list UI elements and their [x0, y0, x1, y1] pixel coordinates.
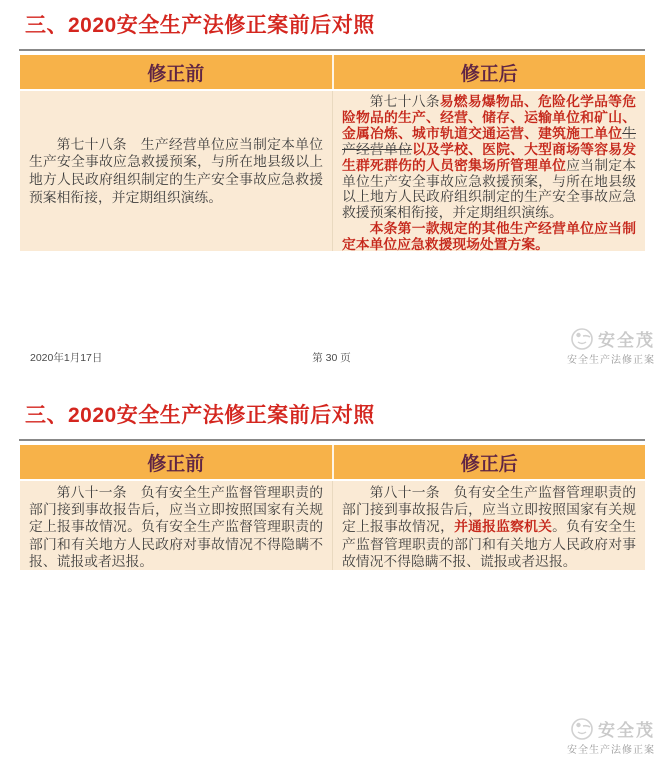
mascot-face-icon	[569, 717, 595, 741]
title-divider	[19, 439, 645, 441]
watermark-brand-name: 安全茂	[598, 721, 655, 740]
slide-2	[0, 390, 663, 780]
slide-title: 三、2020安全生产法修正案前后对照	[25, 14, 375, 37]
slide-date: 2020年1月17日	[30, 352, 103, 364]
header-cell-after: 修正后	[460, 453, 518, 475]
watermark-brand-name: 安全茂	[598, 331, 655, 350]
mascot-face-icon	[569, 327, 595, 351]
title-divider	[19, 49, 645, 51]
watermark-brand-subtitle: 安全生产法修正案	[567, 745, 655, 756]
cell-before-amendment: 第八十一条 负有安全生产监督管理职责的部门接到事故报告后，应当立即按照国家有关规定上报事故情况。负有安全生产监督管理职责的部门和有关地方人民政府对事故情况不得隐瞒不报、谎报或者迟报。	[20, 481, 333, 570]
watermark-brand-subtitle: 安全生产法修正案	[567, 355, 655, 366]
table-header-row	[20, 55, 645, 91]
slide-title: 三、2020安全生产法修正案前后对照	[25, 404, 375, 427]
cell-before-amendment: 第七十八条 生产经营单位应当制定本单位生产安全事故应急救援预案，与所在地县级以上地方人民政府组织制定的生产安全事故应急救援预案相衔接，并定期组织演练。	[20, 91, 333, 251]
comparison-table-2	[20, 445, 645, 570]
watermark	[525, 326, 655, 366]
header-cell-after: 修正后	[460, 63, 518, 85]
slide-page-number: 第 30 页	[312, 352, 351, 364]
cell-after-amendment: 第七十八条易燃易爆物品、危险化学品等危险物品的生产、经营、储存、运输单位和矿山、金属冶炼、城市轨道交通运营、建筑施工单位生产经营单位以及学校、医院、大型商场等容易发生群死群伤的人员密集场所管理单位应当制定本单位生产安全事故应急救援预案，与所在地县级以上地方人民政府组织制定的生产安全事故应急救援预案相衔接，并定期组织演练。 本条第一款规定的其他生产经营单位应当制定本单位应急救援现场处置方案。	[342, 94, 637, 253]
watermark	[525, 716, 655, 756]
comparison-table-1	[20, 55, 645, 251]
table-body-row	[20, 481, 645, 570]
cell-after-amendment: 第八十一条 负有安全生产监督管理职责的部门接到事故报告后，应当立即按照国家有关规定上报事故情况，并通报监察机关。负有安全生产监督管理职责的部门和有关地方人民政府对事故情况不得隐瞒不报、谎报或者迟报。	[342, 485, 637, 569]
table-header-row	[20, 445, 645, 481]
header-cell-before: 修正前	[20, 445, 334, 479]
header-cell-before: 修正前	[20, 55, 334, 89]
table-body-row	[20, 91, 645, 251]
